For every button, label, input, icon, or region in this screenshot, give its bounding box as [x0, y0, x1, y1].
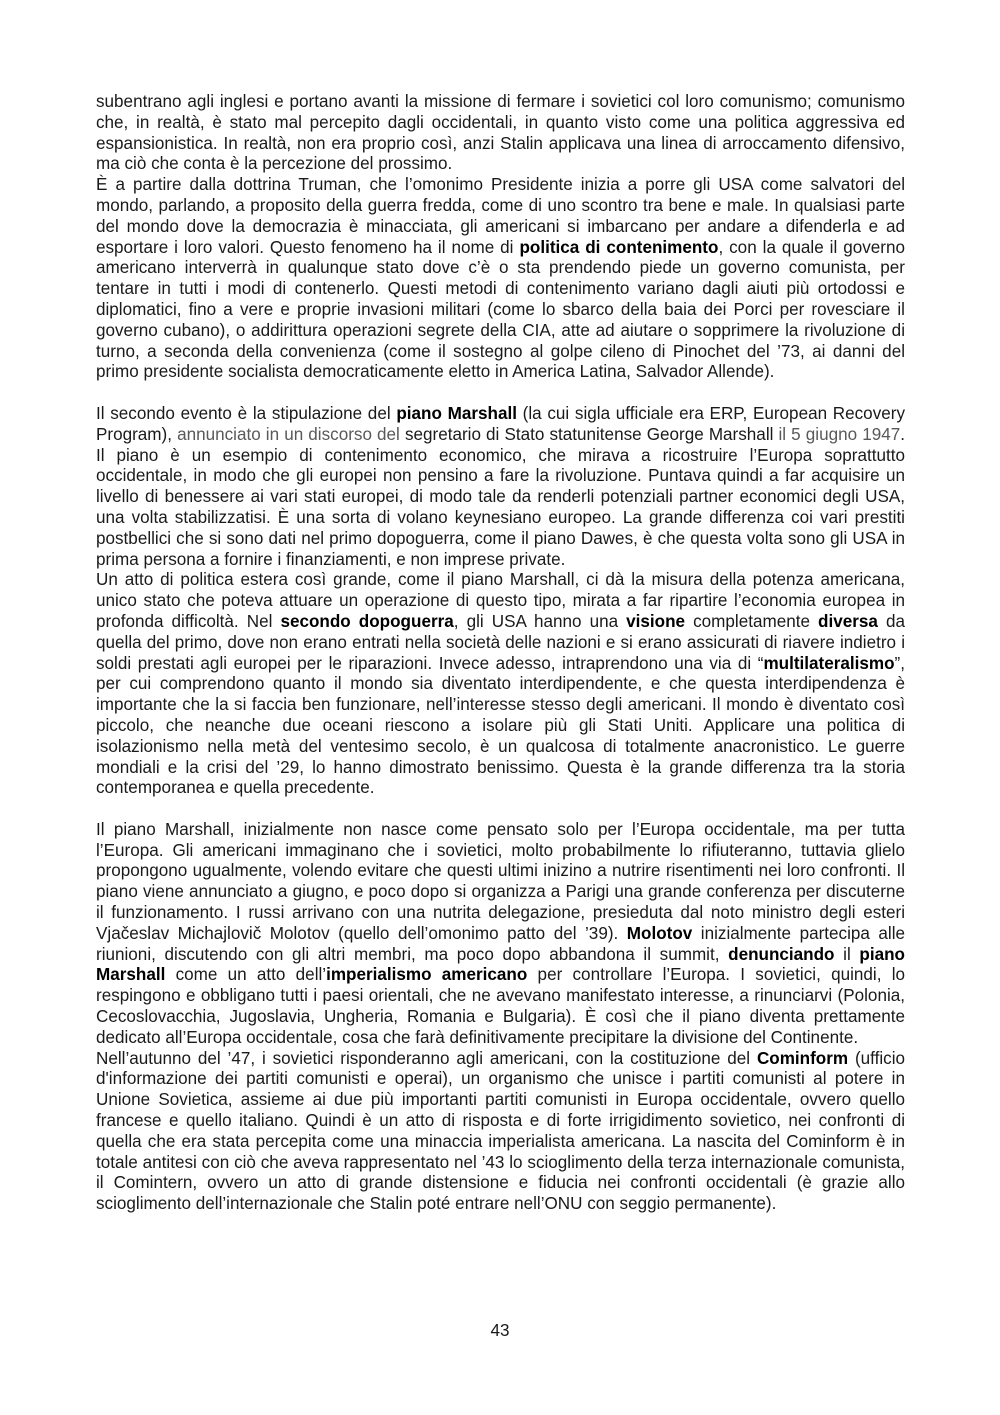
bold-term: piano Marshall — [96, 944, 906, 985]
bold-term: Molotov — [626, 923, 693, 943]
text-run: . Il piano è un esempio di contenimento economico, che mirava a ricostruire l’Europa soprattutto occidentale, in modo che gli europei non pensino a fare la rivoluzione. Puntava quindi a far acquisire un livello di benessere ai vari stati europei, di modo tale da renderli potenziali partner economici degli USA, una volta stabilizzatisi. È una sorta di volano keynesiano europeo. La grande differenza coi vari prestiti postbellici che si sono dati nel primo dopoguerra, come il piano Dawes, è che questa volta sono gli USA in prima persona a fornire i finanziamenti, e non imprese private. — [96, 424, 905, 569]
text-run: Il secondo evento è la stipulazione del — [96, 403, 397, 423]
text-run: (la cui sigla ufficiale era ERP, European Recovery Program), — [96, 403, 905, 444]
text-run: inizialmente partecipa alle riunioni, discutendo con gli altri membri, ma poco dopo abbandona il summit, — [96, 923, 906, 964]
text-run: È a partire dalla dottrina Truman, che l’omonimo Presidente inizia a porre gli USA come salvatori del mondo, parlando, a proposito della guerra fredda, come di uno scontro tra bene e male. In qualsiasi parte del mondo dove la democrazia è minacciata, gli americani si imbarcano per andare a difenderla e ad esportare i loro valori. Questo fenomeno ha il nome di — [96, 175, 905, 257]
paragraph — [96, 175, 905, 383]
paragraph-gap — [96, 799, 905, 820]
text-run: segretario di Stato statunitense George Marshall — [399, 424, 779, 444]
text-run: come un atto dell’ — [165, 965, 327, 985]
paragraph — [96, 1049, 905, 1215]
bold-term: piano Marshall — [396, 403, 517, 423]
page-body — [96, 92, 905, 1215]
text-run: ”, per cui comprendono quanto il mondo sia diventato interdipendente, e che questa interdipendenza è importante che la si faccia ben funzionare, nell’interesse stesso degli americani. Il mondo è diventato così piccolo, che neanche due oceani riescono a isolare più gli Stati Uniti. Applicare una politica di isolazionismo nella metà del ventesimo secolo, è un qualcosa di totalmente anacronistico. Le guerre mondiali e la crisi del ’29, lo hanno dimostrato benissimo. Questa è la grande differenza tra la storia contemporanea e quella precedente. — [96, 653, 905, 798]
bold-term: imperialismo americano — [326, 965, 528, 985]
text-run: , gli USA hanno una — [453, 611, 627, 631]
text-run: da quella del primo, dove non erano entrati nella società delle nazioni e si erano assicurati di riavere indietro i soldi prestati agli europei per le riparazioni. Invece adesso, intraprendono una via di “ — [96, 611, 905, 673]
paragraph — [96, 92, 905, 175]
text-run: , con la quale il governo americano interverrà in qualunque stato dove c’è o sta prendendo piede un governo comunista, per tentare in tutti i modi di contenerlo. Questi metodi di contenimento variano dagli aiuti più ortodossi e diplomatici, fino a vere e proprie invasioni militari (come lo sbarco della baia dei Porci per rovesciare il governo cubano), o addirittura operazioni segrete della CIA, atte ad aiutare o sopprimere la rivoluzione di turno, a seconda della convenienza (come il sostegno al golpe cileno di Pinochet del ’73, ai danni del primo presidente socialista democraticamente eletto in America Latina, Salvador Allende). — [96, 237, 905, 382]
paragraph-gap — [96, 383, 905, 404]
bold-term: diversa — [818, 611, 878, 631]
bold-term: politica di contenimento — [519, 237, 719, 257]
bold-term: Cominform — [756, 1048, 849, 1068]
bold-term: visione — [626, 611, 686, 631]
paragraph — [96, 570, 905, 799]
text-run: Nell’autunno del ’47, i sovietici risponderanno agli americani, con la costituzione del — [96, 1048, 757, 1068]
text-run: (ufficio d'informazione dei partiti comunisti e operai), un organismo che unisce i partiti comunisti al potere in Unione Sovietica, assieme ai due più importanti partiti comunisti in Europa occidentale, ovvero quello francese e quello italiano. Quindi è un atto di risposta e di forte irrigidimento sovietico, nei confronti di quella che era stata percepita come una minaccia imperialista americana. La nascita del Cominform è in totale antitesi con ciò che aveva rappresentato nel ’43 lo scioglimento della terza internazionale comunista, il Comintern, ovvero un atto di grande distensione e fiducia nei confronti occidentali (è grazie allo scioglimento dell’internazionale che Stalin poté entrare nell’ONU con seggio permanente). — [96, 1048, 905, 1214]
text-run: Un atto di politica estera così grande, come il piano Marshall, ci dà la misura della potenza americana, unico stato che poteva attuare un operazione di questo tipo, mirata a far ripartire l’economia europea in profonda difficoltà. Nel — [96, 570, 905, 631]
text-run: il — [834, 944, 860, 964]
page-number: 43 — [490, 1321, 510, 1340]
gray-text: il 5 giugno 1947 — [778, 424, 901, 444]
text-run: Il piano Marshall, inizialmente non nasce come pensato solo per l’Europa occidentale, ma per tutta l’Europa. Gli americani immaginano che i sovietici, molto probabilmente lo rifiuteranno, tuttavia glielo propongono ugualmente, volendo evitare che questi ultimi inizino a nutrire risentimenti nei loro confronti. Il piano viene annunciato a giugno, e poco dopo si organizza a Parigi una grande conferenza per discuterne il funzionamento. I russi arrivano con una nutrita delegazione, presieduta dal noto ministro degli esteri Vjačeslav Michajlovič Molotov (quello dell’omonimo patto del ’39). — [96, 819, 905, 943]
paragraph — [96, 820, 905, 1049]
bold-term: multilateralismo — [763, 653, 895, 673]
text-run: completamente — [685, 611, 819, 631]
gray-text: annunciato in un discorso del — [177, 424, 400, 444]
bold-term: secondo dopoguerra — [280, 611, 454, 631]
bold-term: denunciando — [728, 944, 835, 964]
text-run: subentrano agli inglesi e portano avanti la missione di fermare i sovietici col loro comunismo; comunismo che, in realtà, è stato mal percepito dagli occidentali, in quanto visto come una politica aggressiva ed espansionistica. In realtà, non era proprio così, anzi Stalin applicava una linea di arroccamento difensivo, ma ciò che conta è la percezione del prossimo. — [96, 92, 905, 174]
paragraph — [96, 404, 905, 570]
text-run: per controllare l’Europa. I sovietici, quindi, lo respingono e obbligano tutti i paesi orientali, che ne avevano manifestato interesse, a rinunciarvi (Polonia, Cecoslovacchia, Jugoslavia, Ungheria, Romania e Bulgaria). È così che il piano diventa prettamente dedicato all’Europa occidentale, cosa che farà definitivamente precipitare la divisione del Continente. — [96, 965, 905, 1047]
